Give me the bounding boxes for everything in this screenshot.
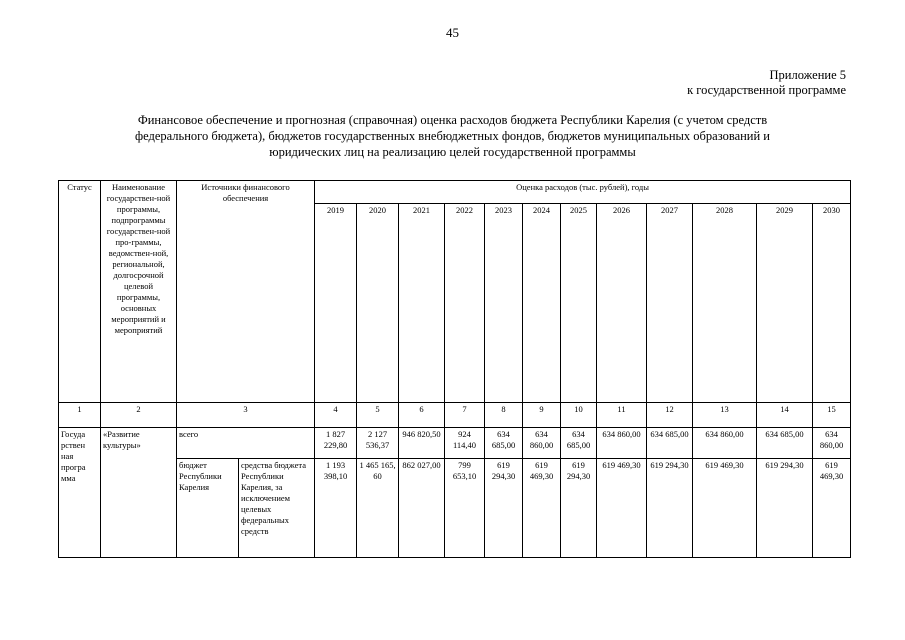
total-value: 924 114,40 bbox=[445, 428, 485, 459]
column-number: 10 bbox=[561, 403, 597, 428]
budget-value: 619 469,30 bbox=[813, 459, 851, 558]
budget-value: 619 294,30 bbox=[561, 459, 597, 558]
source-budget-sublabel: средства бюджета Республики Карелия, за исключением целевых федеральных средств bbox=[239, 459, 315, 558]
column-number: 11 bbox=[597, 403, 647, 428]
total-value: 634 685,00 bbox=[757, 428, 813, 459]
total-value: 634 860,00 bbox=[523, 428, 561, 459]
header-row bbox=[59, 181, 851, 204]
budget-value: 619 469,30 bbox=[523, 459, 561, 558]
page-number: 45 bbox=[446, 25, 459, 40]
column-number: 6 bbox=[399, 403, 445, 428]
year-cell: 2024 bbox=[523, 204, 561, 403]
source-budget-label: бюджет Республики Карелия bbox=[177, 459, 239, 558]
column-number-row bbox=[59, 403, 851, 428]
column-number: 7 bbox=[445, 403, 485, 428]
total-value: 946 820,50 bbox=[399, 428, 445, 459]
column-number: 14 bbox=[757, 403, 813, 428]
total-value: 634 685,00 bbox=[561, 428, 597, 459]
budget-value: 799 653,10 bbox=[445, 459, 485, 558]
year-cell: 2021 bbox=[399, 204, 445, 403]
header-status: Статус bbox=[59, 181, 101, 403]
title-line-1: Финансовое обеспечение и прогнозная (справочная) оценка расходов бюджета Республики Карелия (с учетом средств bbox=[137, 113, 768, 127]
header-sources: Источники финансового обеспечения bbox=[177, 181, 315, 403]
column-number: 15 bbox=[813, 403, 851, 428]
column-number: 12 bbox=[647, 403, 693, 428]
year-cell: 2020 bbox=[357, 204, 399, 403]
column-number: 9 bbox=[523, 403, 561, 428]
table-row-total bbox=[59, 428, 851, 459]
budget-value: 619 294,30 bbox=[757, 459, 813, 558]
document-title bbox=[80, 112, 825, 160]
year-cell: 2030 bbox=[813, 204, 851, 403]
appendix-line-2: к государственной программе bbox=[687, 83, 846, 97]
column-number: 2 bbox=[101, 403, 177, 428]
table-row-budget bbox=[59, 459, 851, 558]
budget-value: 1 465 165, 60 bbox=[357, 459, 399, 558]
column-number: 13 bbox=[693, 403, 757, 428]
year-cell: 2026 bbox=[597, 204, 647, 403]
total-value: 634 860,00 bbox=[597, 428, 647, 459]
budget-value: 1 193 398,10 bbox=[315, 459, 357, 558]
status-cell: Госуда рствен ная програ мма bbox=[59, 428, 101, 558]
budget-value: 619 294,30 bbox=[647, 459, 693, 558]
year-cell: 2027 bbox=[647, 204, 693, 403]
header-estimate: Оценка расходов (тыс. рублей), годы bbox=[315, 181, 851, 204]
budget-value: 619 294,30 bbox=[485, 459, 523, 558]
budget-value: 862 027,00 bbox=[399, 459, 445, 558]
total-value: 634 860,00 bbox=[813, 428, 851, 459]
budget-value: 619 469,30 bbox=[693, 459, 757, 558]
column-number: 3 bbox=[177, 403, 315, 428]
year-cell: 2019 bbox=[315, 204, 357, 403]
title-line-3: юридических лиц на реализацию целей государственной программы bbox=[269, 145, 636, 159]
header-name: Наименование государствен-ной программы, подпрограммы государствен-ной про-граммы, ведомствен-ной, региональной, долгосрочной целевой программы, основных мероприятий и мероприятий bbox=[101, 181, 177, 403]
year-cell: 2023 bbox=[485, 204, 523, 403]
column-number: 1 bbox=[59, 403, 101, 428]
total-value: 634 685,00 bbox=[485, 428, 523, 459]
column-number: 5 bbox=[357, 403, 399, 428]
column-number: 8 bbox=[485, 403, 523, 428]
budget-table bbox=[58, 180, 851, 558]
year-cell: 2029 bbox=[757, 204, 813, 403]
total-value: 2 127 536,37 bbox=[357, 428, 399, 459]
year-cell: 2022 bbox=[445, 204, 485, 403]
total-value: 634 860,00 bbox=[693, 428, 757, 459]
budget-value: 619 469,30 bbox=[597, 459, 647, 558]
program-name-cell: «Развитие культуры» bbox=[101, 428, 177, 558]
appendix-line-1: Приложение 5 bbox=[769, 68, 846, 82]
total-value: 1 827 229,80 bbox=[315, 428, 357, 459]
appendix-note bbox=[687, 68, 846, 98]
source-total-label: всего bbox=[177, 428, 315, 459]
year-cell: 2028 bbox=[693, 204, 757, 403]
total-value: 634 685,00 bbox=[647, 428, 693, 459]
year-cell: 2025 bbox=[561, 204, 597, 403]
column-number: 4 bbox=[315, 403, 357, 428]
title-line-2: федерального бюджета), бюджетов государственных внебюджетных фондов, бюджетов муниципальных образований и bbox=[134, 129, 770, 143]
